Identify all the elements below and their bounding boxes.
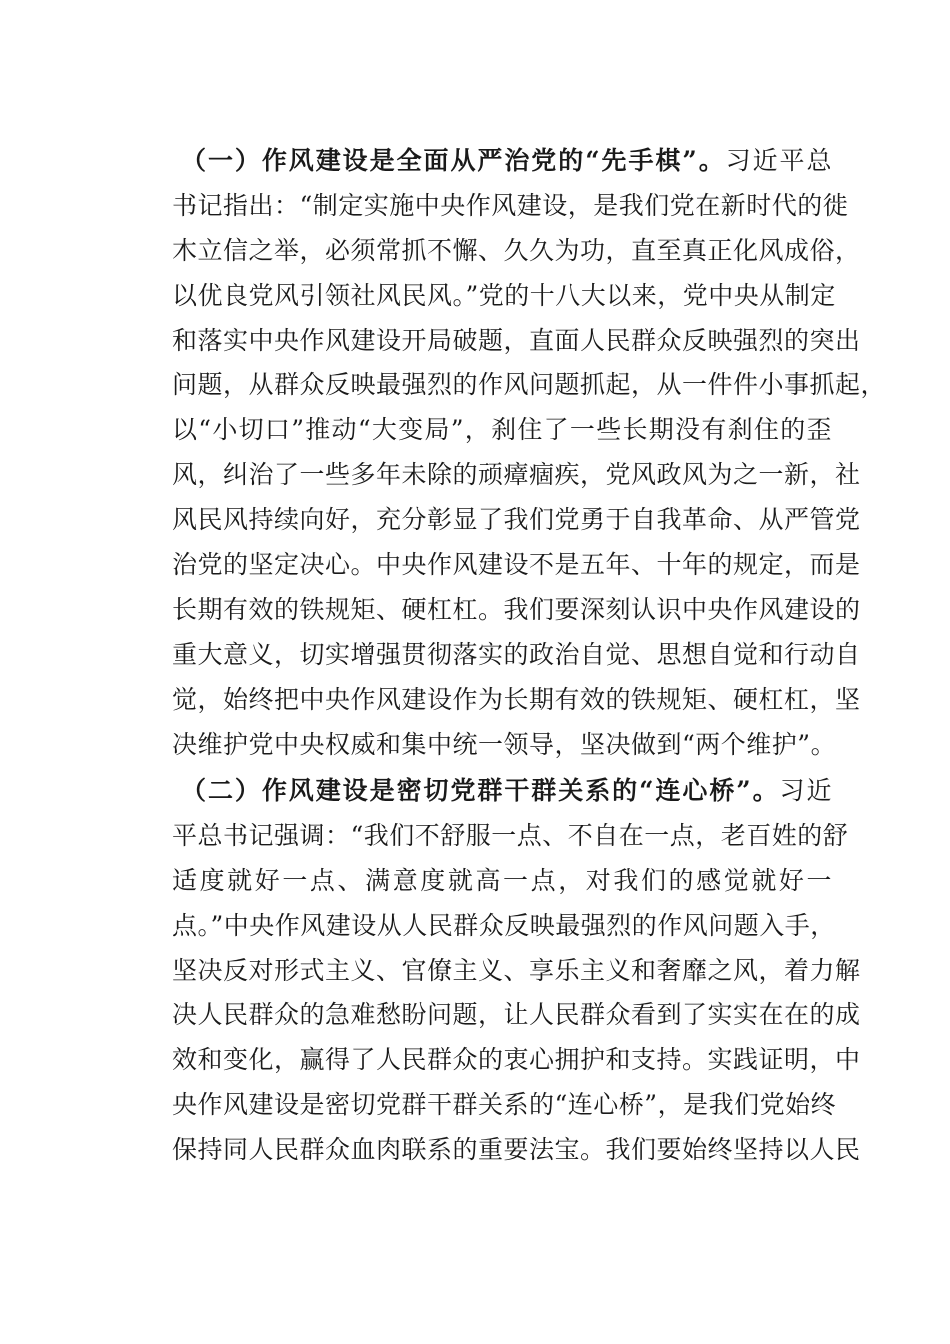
paragraph-line: 坚决反对形式主义、官僚主义、享乐主义和奢靡之风，着力解 (172, 955, 861, 985)
paragraph-line: 重大意义，切实增强贯彻落实的政治自觉、思想自觉和行动自 (172, 639, 861, 669)
paragraph-line: 问题，从群众反映最强烈的作风问题抓起，从一件件小事抓起， (172, 370, 887, 400)
paragraph-line: 决维护党中央权威和集中统一领导，坚决做到“两个维护”。 (172, 729, 837, 759)
paragraph-line: 央作风建设是密切党群干群关系的“连心桥”，是我们党始终 (172, 1090, 837, 1120)
paragraph-line: 风，纠治了一些多年未除的顽瘴痼疾，党风政风为之一新，社 (172, 460, 861, 490)
paragraph-line: 木立信之举，必须常抓不懈、久久为功，直至真正化风成俗， (172, 235, 861, 265)
section-heading: （一）作风建设是全面从严治党的“先手棋”。 (181, 146, 726, 175)
paragraph-line (181, 139, 832, 184)
paragraph-line: 决人民群众的急难愁盼问题，让人民群众看到了实实在在的成 (172, 1000, 861, 1030)
paragraph-line: 以“小切口”推动“大变局”，刹住了一些长期没有刹住的歪 (172, 415, 832, 445)
paragraph-line: 平总书记强调：“我们不舒服一点、不自在一点，老百姓的舒 (172, 820, 849, 850)
paragraph-text: 习近平总 (725, 146, 832, 175)
paragraph-line: 风民风持续向好，充分彰显了我们党勇于自我革命、从严管党 (172, 505, 861, 535)
paragraph-line: 点。”中央作风建设从人民群众反映最强烈的作风问题入手， (172, 910, 836, 940)
paragraph-line: 书记指出：“制定实施中央作风建设，是我们党在新时代的徙 (172, 190, 849, 220)
paragraph-line: 觉，始终把中央作风建设作为长期有效的铁规矩、硬杠杠，坚 (172, 684, 861, 714)
section-heading: （二）作风建设是密切党群干群关系的“连心桥”。 (181, 776, 780, 805)
paragraph-line: 适度就好一点、满意度就高一点，对我们的感觉就好一 (172, 865, 832, 895)
paragraph-line: 治党的坚定决心。中央作风建设不是五年、十年的规定，而是 (172, 550, 861, 580)
paragraph-1 (172, 139, 887, 767)
paragraph-line: 保持同人民群众血肉联系的重要法宝。我们要始终坚持以人民 (172, 1135, 861, 1165)
paragraph-line: 以优良党风引领社风民风。”党的十八大以来，党中央从制定 (172, 280, 836, 310)
paragraph-2 (172, 769, 861, 1173)
paragraph-text: 习近 (779, 776, 832, 805)
paragraph-line: 长期有效的铁规矩、硬杠杠。我们要深刻认识中央作风建设的 (172, 594, 861, 624)
paragraph-line (181, 769, 832, 814)
paragraph-line: 效和变化，赢得了人民群众的衷心拥护和支持。实践证明，中 (172, 1045, 861, 1075)
paragraph-line: 和落实中央作风建设开局破题，直面人民群众反映强烈的突出 (172, 325, 861, 355)
